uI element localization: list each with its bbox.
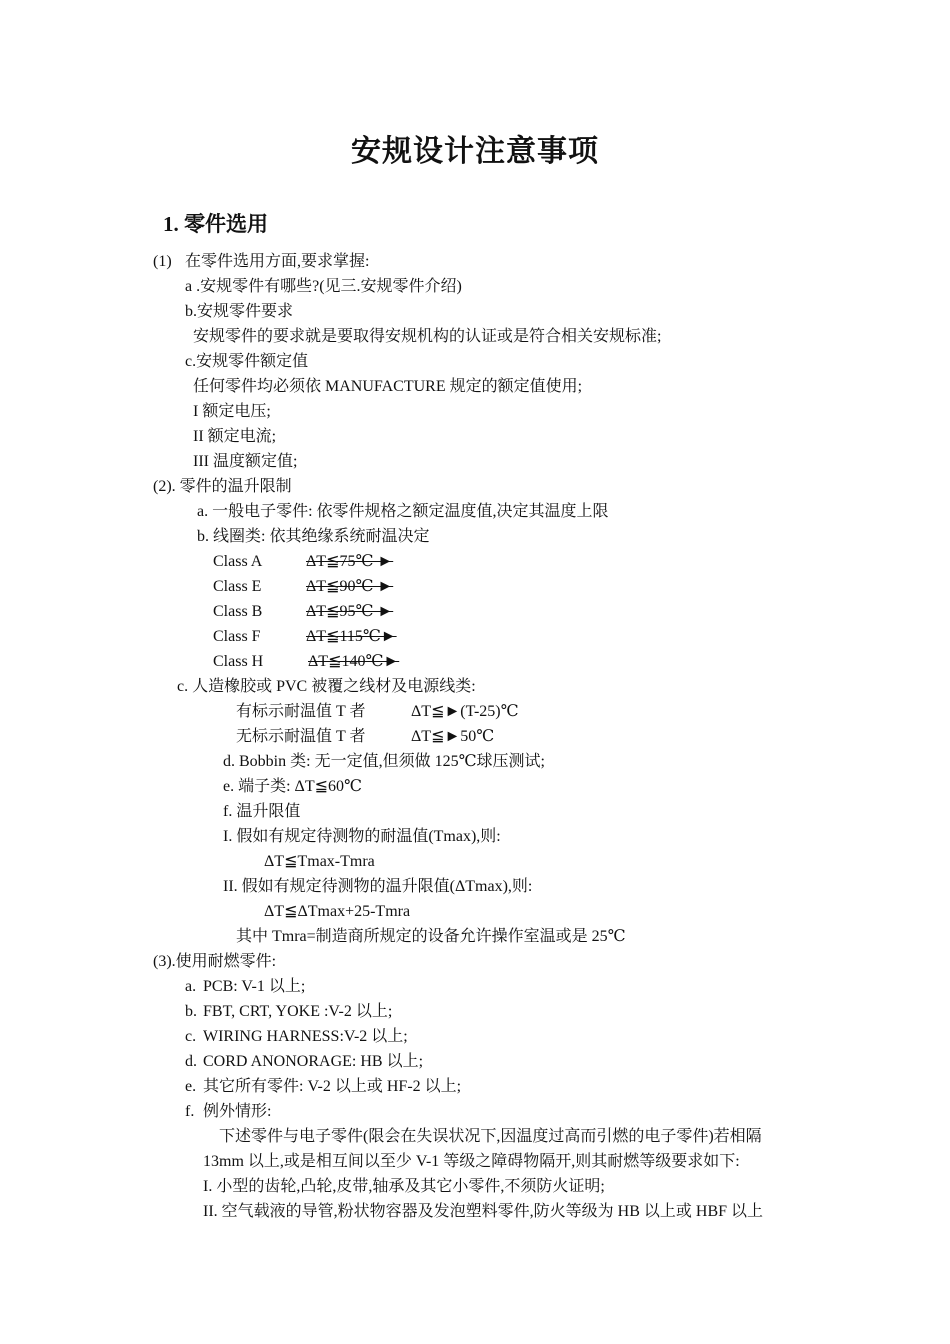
note: 其中 Tmra=制造商所规定的设备允许操作室温或是 25℃ — [236, 928, 626, 945]
row-label: 有标示耐温值 T 者 — [236, 703, 366, 720]
list-item: II. 空气载液的导管,粉状物容器及发泡塑料零件,防火等级为 HB 以上或 HBF 以上 — [203, 1203, 764, 1220]
formula: ΔT≦Tmax-Tmra — [264, 853, 375, 870]
document-title: 安规设计注意事项 — [351, 135, 599, 168]
section-heading: 1. 零件选用 — [163, 212, 268, 236]
list-item: I 额定电压; — [193, 403, 271, 420]
row-value: ΔT≦►50℃ — [411, 728, 495, 745]
class-limit: ΔT≦95℃ ► — [306, 603, 394, 620]
list-item: I. 假如有规定待测物的耐温值(Tmax),则: — [223, 828, 501, 845]
class-name: Class A — [213, 553, 263, 570]
subsection-heading: (2). 零件的温升限制 — [153, 478, 292, 495]
class-name: Class F — [213, 628, 261, 645]
list-item: c.安规零件额定值 — [185, 353, 309, 370]
list-letter: f. — [185, 1103, 195, 1120]
class-limit: ΔT≦115℃► — [306, 628, 397, 645]
row-value: ΔT≦►(T-25)℃ — [411, 703, 519, 720]
paragraph: 13mm 以上,或是相互间以至少 V-1 等级之障碍物隔开,则其耐燃等级要求如下: — [203, 1153, 740, 1170]
list-item: WIRING HARNESS:V-2 以上; — [203, 1028, 408, 1045]
list-letter: b. — [185, 1003, 197, 1020]
list-item: a .安规零件有哪些?(见三.安规零件介绍) — [185, 278, 462, 295]
list-item: I. 小型的齿轮,凸轮,皮带,轴承及其它小零件,不须防火证明; — [203, 1178, 605, 1195]
list-item: III 温度额定值; — [193, 453, 298, 470]
class-limit: ΔT≦90℃ ► — [306, 578, 394, 595]
list-letter: c. — [185, 1028, 197, 1045]
list-item: e. 端子类: ΔT≦60℃ — [223, 778, 362, 795]
paragraph: 在零件选用方面,要求掌握: — [185, 253, 370, 270]
list-item: b.安规零件要求 — [185, 303, 294, 320]
list-item: PCB: V-1 以上; — [203, 978, 306, 995]
list-item: a. 一般电子零件: 依零件规格之额定温度值,决定其温度上限 — [197, 503, 609, 520]
paragraph: 任何零件均必须依 MANUFACTURE 规定的额定值使用; — [193, 378, 583, 395]
paragraph: 下述零件与电子零件(限会在失误状况下,因温度过高而引燃的电子零件)若相隔 — [219, 1128, 762, 1145]
list-item: f. 温升限值 — [223, 803, 301, 820]
list-item: d. Bobbin 类: 无一定值,但须做 125℃球压测试; — [223, 753, 545, 770]
list-letter: d. — [185, 1053, 197, 1070]
list-letter: a. — [185, 978, 197, 995]
list-item: b. 线圈类: 依其绝缘系统耐温决定 — [197, 528, 430, 545]
class-limit: ΔT≦75℃ ► — [306, 553, 394, 570]
item-number: (1) — [153, 253, 172, 270]
paragraph: 安规零件的要求就是要取得安规机构的认证或是符合相关安规标准; — [193, 328, 662, 345]
class-limit: ΔT≦140℃► — [308, 653, 400, 670]
row-label: 无标示耐温值 T 者 — [236, 728, 366, 745]
list-item: c. 人造橡胶或 PVC 被覆之线材及电源线类: — [177, 678, 476, 695]
class-name: Class B — [213, 603, 263, 620]
list-item: FBT, CRT, YOKE :V-2 以上; — [203, 1003, 393, 1020]
class-name: Class H — [213, 653, 264, 670]
list-item: II 额定电流; — [193, 428, 277, 445]
list-letter: e. — [185, 1078, 197, 1095]
list-item: 其它所有零件: V-2 以上或 HF-2 以上; — [203, 1078, 462, 1095]
list-item: II. 假如有规定待测物的温升限值(ΔTmax),则: — [223, 878, 533, 895]
subsection-heading: (3).使用耐燃零件: — [153, 953, 277, 970]
list-item: 例外情形: — [203, 1103, 272, 1120]
formula: ΔT≦ΔTmax+25-Tmra — [264, 903, 411, 920]
list-item: CORD ANONORAGE: HB 以上; — [203, 1053, 424, 1070]
class-name: Class E — [213, 578, 262, 595]
